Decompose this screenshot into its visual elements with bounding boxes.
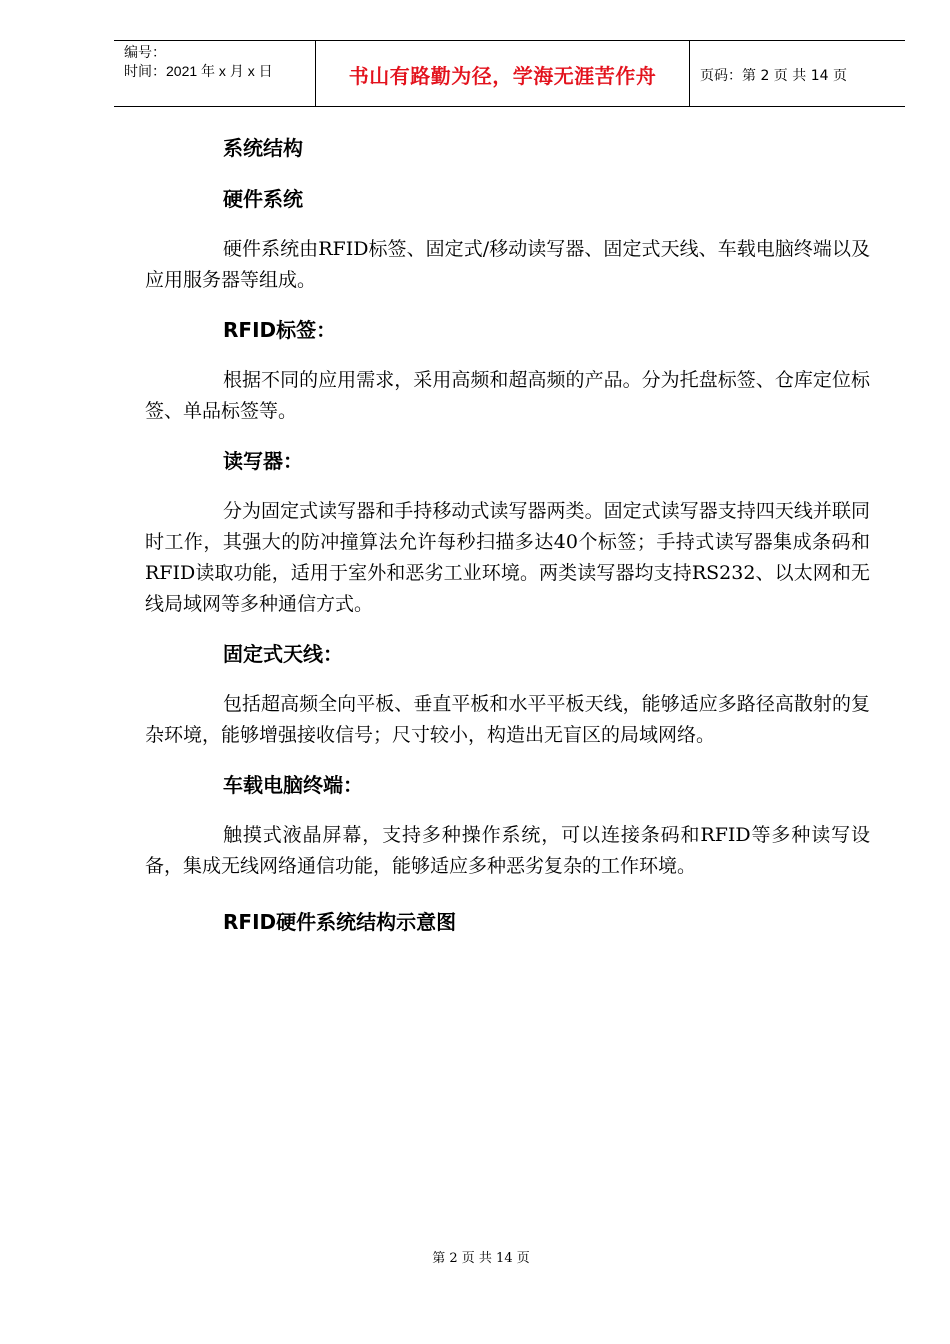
heading-rfid-diagram-caption: RFID硬件系统结构示意图 bbox=[223, 910, 457, 934]
heading-system-structure: 系统结构 bbox=[223, 136, 303, 160]
paragraph-vehicle-terminal: 触摸式液晶屏幕，支持多种操作系统，可以连接条码和RFID等多种读写设备，集成无线网络通信功能，能够适应多种恶劣复杂的工作环境。 bbox=[145, 824, 870, 877]
paragraph-fixed-antenna: 包括超高频全向平板、垂直平板和水平平板天线，能够适应多路径高散射的复杂环境，能够增强接收信号；尺寸较小，构造出无盲区的局域网络。 bbox=[145, 693, 870, 746]
paragraph-hardware-system: 硬件系统由RFID标签、固定式/移动读写器、固定式天线、车载电脑终端以及应用服务器等组成。 bbox=[145, 238, 870, 291]
heading-vehicle-terminal: 车载电脑终端： bbox=[223, 773, 363, 797]
header-motto: 书山有路勤为径，学海无涯苦作舟 bbox=[348, 64, 657, 88]
header-page-number: 页码：第 2 页 共 14 页 bbox=[700, 67, 847, 84]
document-body bbox=[145, 132, 870, 938]
document-number-label: 编号： bbox=[124, 44, 166, 60]
header-meta-cell bbox=[114, 41, 316, 106]
paragraph-reader: 分为固定式读写器和手持移动式读写器两类。固定式读写器支持四天线并联同时工作，其强大的防冲撞算法允许每秒扫描多达40个标签；手持式读写器集成条码和RFID读取功能，适用于室外和恶劣工业环境。两类读写器均支持RS232、以太网和无线局域网等多种通信方式。 bbox=[145, 500, 870, 615]
heading-rfid-tags: RFID标签： bbox=[223, 318, 337, 342]
heading-reader: 读写器： bbox=[223, 449, 303, 473]
paragraph-rfid-tags: 根据不同的应用需求，采用高频和超高频的产品。分为托盘标签、仓库定位标签、单品标签等。 bbox=[145, 369, 870, 422]
document-time-label: 时间：2021 年 x 月 x 日 bbox=[124, 63, 273, 79]
page-footer bbox=[0, 1247, 950, 1266]
footer-page-number: 第 2 页 共 14 页 bbox=[432, 1251, 530, 1266]
header-page-cell bbox=[690, 41, 905, 106]
header-motto-cell bbox=[316, 41, 690, 106]
header-table bbox=[114, 40, 905, 107]
heading-fixed-antenna: 固定式天线： bbox=[223, 642, 343, 666]
heading-hardware-system: 硬件系统 bbox=[223, 187, 303, 211]
